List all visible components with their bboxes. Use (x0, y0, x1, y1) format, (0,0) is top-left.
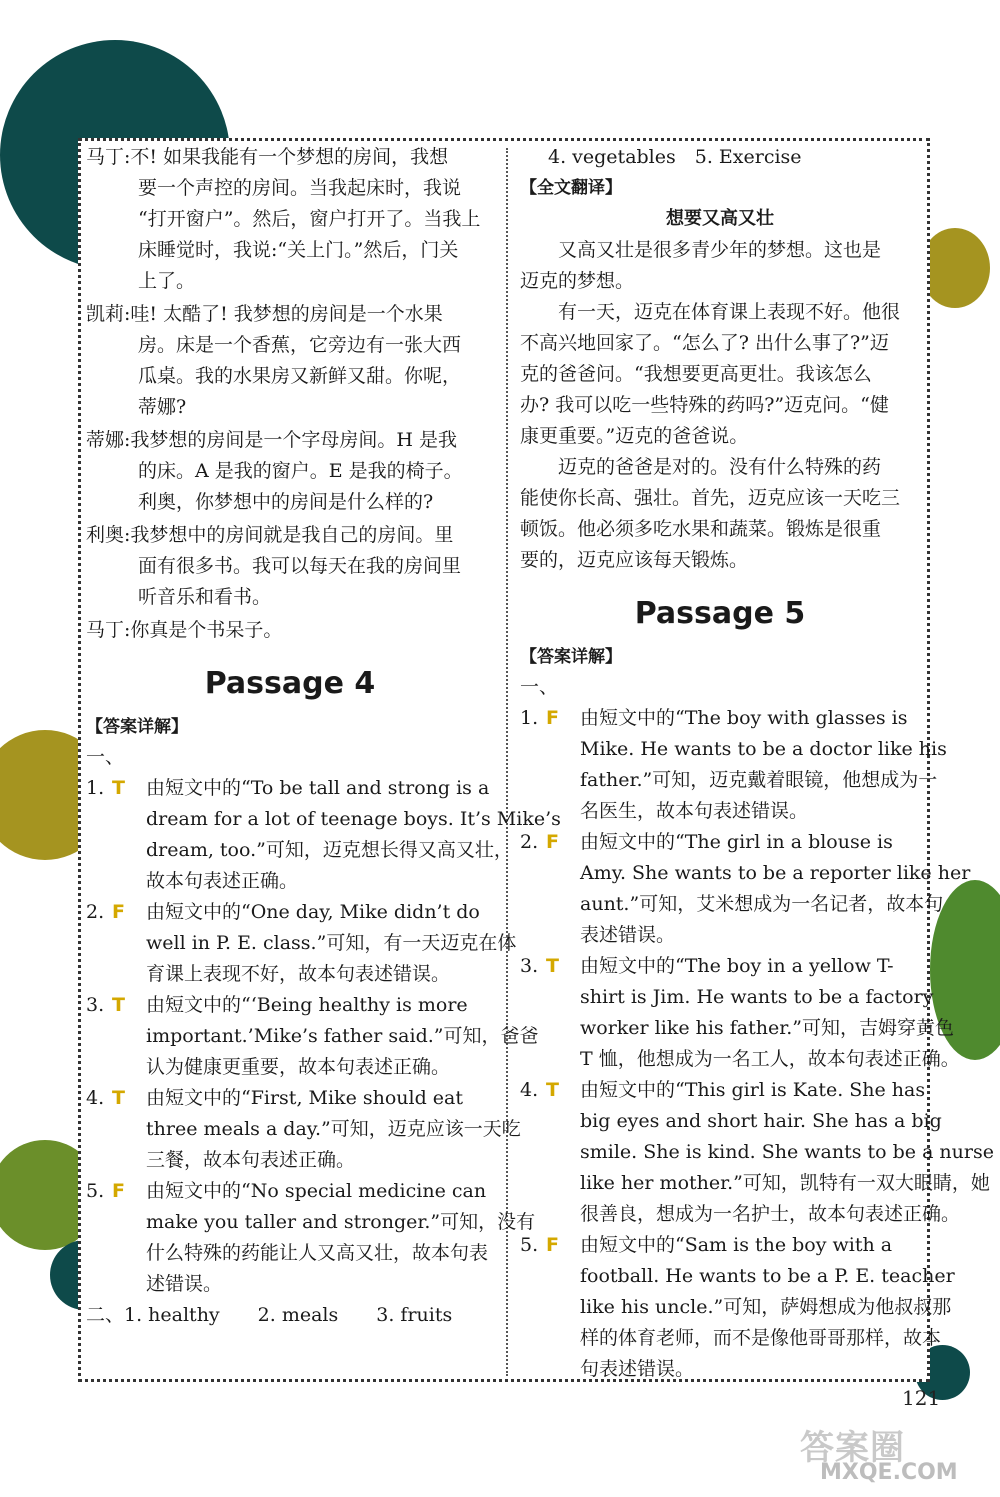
item-explanation (580, 827, 970, 951)
dialogue-line: 蒂娜? (138, 396, 187, 418)
translation-paragraph (520, 452, 920, 576)
item-number: 4. (520, 1079, 539, 1101)
explanation-line: aunt.”可知，艾米想成为一名记者，故本句 (580, 893, 944, 915)
dialogue-line: 瓜桌。我的水果房又新鲜又甜。你呢， (138, 365, 462, 387)
page-number: 121 (902, 1386, 941, 1410)
translation-label: 【全文翻译】 (520, 178, 622, 198)
item-number: 1. (86, 777, 105, 799)
explanation-line: 很善良，想成为一名护士，故本句表述正确。 (580, 1203, 961, 1225)
explanation-line: football. He wants to be a P. E. teacher (580, 1265, 955, 1287)
dialogue-line: 听音乐和看书。 (138, 586, 272, 608)
dialogue (86, 142, 494, 646)
item-explanation (146, 897, 516, 990)
explanation-line: 三餐，故本句表述正确。 (146, 1149, 356, 1171)
translation-line: 要的，迈克应该每天锻炼。 (520, 549, 749, 571)
translation-line: 迈克的爸爸是对的。没有什么特殊的药 (558, 456, 882, 478)
answer-mark: T (112, 994, 125, 1016)
explanation-line: big eyes and short hair. She has a big (580, 1110, 942, 1132)
left-column (86, 142, 561, 1331)
answer-item (86, 773, 561, 897)
explanation-line: 述错误。 (146, 1273, 223, 1295)
translation-line: 办? 我可以吃一些特殊的药吗?”迈克问。“健 (520, 394, 889, 416)
explanation-line: like his uncle.”可知，萨姆想成为他叔叔那 (580, 1296, 952, 1318)
part-two-answers: 二、1. healthy 2. meals 3. fruits (86, 1304, 453, 1326)
dialogue-turn (86, 299, 494, 423)
dialogue-line: 凯莉:哇! 太酷了! 我梦想的房间是一个水果 (86, 303, 443, 325)
answer-list-passage-4 (86, 773, 561, 1300)
answer-item (86, 897, 517, 990)
explanation-line: 故本句表述正确。 (146, 870, 299, 892)
translation-title: 想要又高又壮 (666, 208, 774, 229)
explanation-line: like her mother.”可知，凯特有一双大眼睛，她 (580, 1172, 990, 1194)
explanation-line: smile. She is kind. She wants to be a nurse (580, 1141, 994, 1163)
explanation-line: shirt is Jim. He wants to be a factory (580, 986, 934, 1008)
dialogue-line: 马丁:你真是个书呆子。 (86, 619, 283, 641)
item-explanation (580, 1230, 955, 1385)
answer-item (86, 990, 539, 1083)
answer-item (520, 827, 971, 951)
answer-mark: T (112, 1087, 125, 1109)
answer-item (520, 951, 960, 1075)
explanation-line: make you taller and stronger.”可知，没有 (146, 1211, 536, 1233)
answer-item (520, 703, 947, 827)
explanation-line: worker like his father.”可知，吉姆穿黄色 (580, 1017, 954, 1039)
explanation-line: 由短文中的“This girl is Kate. She has (580, 1079, 926, 1101)
dialogue-turn (86, 425, 494, 518)
explanation-line: 样的体育老师，而不是像他哥哥那样，故本 (580, 1327, 942, 1349)
item-number: 3. (86, 994, 105, 1016)
explanation-line: 什么特殊的药能让人又高又壮，故本句表 (146, 1242, 489, 1264)
dialogue-line: 的床。A 是我的窗户。E 是我的椅子。 (138, 460, 463, 482)
translation-line: 克的爸爸问。“我想要更高更壮。我该怎么 (520, 363, 872, 385)
item-number: 1. (520, 707, 539, 729)
item-explanation (580, 951, 960, 1075)
watermark-logo: 答案圈 (800, 1428, 905, 1468)
item-explanation (146, 1083, 521, 1176)
dialogue-line: “打开窗户”。然后，窗户打开了。当我上 (138, 208, 481, 230)
item-explanation (580, 1075, 994, 1230)
explanation-line: 由短文中的“Sam is the boy with a (580, 1234, 893, 1256)
translation-body (520, 235, 920, 576)
answer-list-passage-5 (520, 703, 994, 1385)
explanation-line: 名医生，故本句表述错误。 (580, 800, 809, 822)
dialogue-turn (86, 142, 494, 297)
item-number: 2. (86, 901, 105, 923)
answer-item (86, 1083, 521, 1176)
item-number: 3. (520, 955, 539, 977)
dialogue-line: 床睡觉时，我说:“关上门。”然后，门关 (138, 239, 459, 261)
translation-paragraph (520, 297, 920, 452)
translation-line: 不高兴地回家了。“怎么了? 出什么事了?”迈 (520, 332, 889, 354)
translation-line: 顿饭。他必须多吃水果和蔬菜。锻炼是很重 (520, 518, 882, 540)
dialogue-line: 利奥，你梦想中的房间是什么样的? (138, 491, 434, 513)
passage-4-title: Passage 4 (204, 666, 376, 701)
answer-mark: T (112, 777, 125, 799)
translation-paragraph (520, 235, 920, 297)
explanation-line: 由短文中的“The girl in a blouse is (580, 831, 893, 853)
dialogue-line: 面有很多书。我可以每天在我的房间里 (138, 555, 462, 577)
translation-line: 能使你长高、强壮。首先，迈克应该一天吃三 (520, 487, 901, 509)
continued-answers: 4. vegetables 5. Exercise (548, 146, 802, 168)
answer-mark: T (546, 955, 559, 977)
explanation-line: T 恤，他想成为一名工人，故本句表述正确。 (580, 1048, 960, 1070)
answer-item (86, 1176, 536, 1300)
explanation-line: 由短文中的“To be tall and strong is a (146, 777, 490, 799)
answer-explanation-label: 【答案详解】 (86, 717, 188, 737)
dialogue-line: 要一个声控的房间。当我起床时，我说 (138, 177, 462, 199)
explanation-line: dream for a lot of teenage boys. It’s Mike’s (146, 808, 561, 830)
right-column (520, 142, 994, 1385)
translation-line: 康更重要。”迈克的爸爸说。 (520, 425, 749, 447)
translation-line: 迈克的梦想。 (520, 270, 635, 292)
explanation-line: 由短文中的“One day, Mike didn’t do (146, 901, 480, 923)
answer-mark: F (546, 1234, 559, 1256)
explanation-line: 育课上表现不好，故本句表述错误。 (146, 963, 451, 985)
item-explanation (146, 773, 561, 897)
answer-mark: F (546, 707, 559, 729)
translation-line: 有一天，迈克在体育课上表现不好。他很 (558, 301, 901, 323)
explanation-line: 表述错误。 (580, 924, 676, 946)
answer-mark: F (112, 1180, 125, 1202)
explanation-line: 由短文中的“‘Being healthy is more (146, 994, 468, 1016)
item-number: 5. (86, 1180, 105, 1202)
explanation-line: dream, too.”可知，迈克想长得又高又壮， (146, 839, 513, 861)
watermark-url: MXQE.COM (820, 1460, 958, 1485)
item-explanation (146, 990, 538, 1083)
explanation-line: important.’Mike’s father said.”可知，爸爸 (146, 1025, 539, 1047)
part-one-label: 一、 (86, 746, 125, 768)
item-number: 4. (86, 1087, 105, 1109)
dialogue-turn (86, 615, 494, 646)
item-explanation (146, 1176, 535, 1300)
passage-5-title: Passage 5 (634, 596, 806, 631)
item-number: 2. (520, 831, 539, 853)
explanation-line: 由短文中的“No special medicine can (146, 1180, 487, 1202)
decorative-circle (920, 228, 990, 308)
explanation-line: 由短文中的“The boy in a yellow T- (580, 955, 894, 977)
translation-line: 又高又壮是很多青少年的梦想。这也是 (558, 239, 882, 261)
answer-mark: F (546, 831, 559, 853)
dialogue-line: 马丁:不! 如果我能有一个梦想的房间，我想 (86, 146, 449, 168)
answer-mark: F (112, 901, 125, 923)
answer-mark: T (546, 1079, 559, 1101)
answer-explanation-label: 【答案详解】 (520, 647, 622, 667)
dialogue-line: 利奥:我梦想中的房间就是我自己的房间。里 (86, 524, 454, 546)
part-one-label: 一、 (520, 676, 559, 698)
answer-item (520, 1075, 994, 1230)
explanation-line: 认为健康更重要，故本句表述正确。 (146, 1056, 451, 1078)
explanation-line: Amy. She wants to be a reporter like her (580, 862, 971, 884)
explanation-line: 由短文中的“First, Mike should eat (146, 1087, 463, 1109)
explanation-line: three meals a day.”可知，迈克应该一天吃 (146, 1118, 521, 1140)
explanation-line: well in P. E. class.”可知，有一天迈克在体 (146, 932, 517, 954)
explanation-line: 由短文中的“The boy with glasses is (580, 707, 908, 729)
item-number: 5. (520, 1234, 539, 1256)
item-explanation (580, 703, 947, 827)
explanation-line: father.”可知，迈克戴着眼镜，他想成为一 (580, 769, 938, 791)
dialogue-line: 房。床是一个香蕉，它旁边有一张大西 (138, 334, 462, 356)
dialogue-line: 上了。 (138, 270, 196, 292)
dialogue-turn (86, 520, 494, 613)
explanation-line: Mike. He wants to be a doctor like his (580, 738, 947, 760)
answer-item (520, 1230, 955, 1385)
explanation-line: 句表述错误。 (580, 1358, 695, 1380)
dialogue-line: 蒂娜:我梦想的房间是一个字母房间。H 是我 (86, 429, 458, 451)
